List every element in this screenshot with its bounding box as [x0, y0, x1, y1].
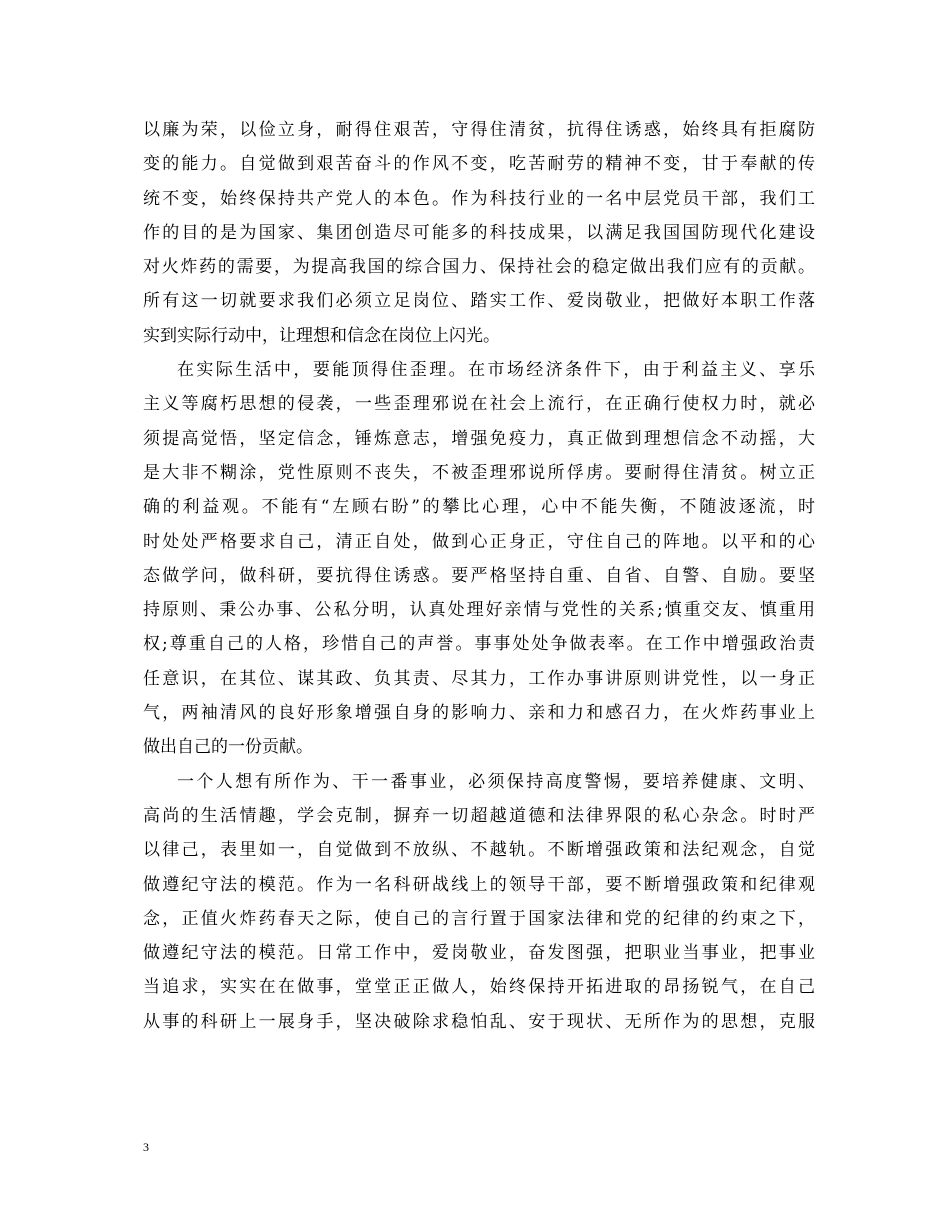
text-line: 高尚的生活情趣，学会克制，摒弃一切超越道德和法律界限的私心杂念。时时严 [143, 805, 815, 826]
text-line: 以廉为荣，以俭立身，耐得住艰苦，守得住清贫，抗得住诱惑，始终具有拒腐防 [143, 120, 815, 140]
body-text [143, 113, 815, 1039]
paragraph [143, 113, 815, 353]
text-line: 任意识，在其位、谋其政、负其责、尽其力，工作办事讲原则讲党性，以一身正 [143, 668, 815, 689]
text-line: 确的利益观。不能有“左顾右盼”的攀比心理，心中不能失衡，不随波逐流，时 [143, 497, 815, 518]
page-number: 3 [143, 1140, 149, 1154]
text-line: 以律己，表里如一，自觉做到不放纵、不越轨。不断增强政策和法纪观念，自觉 [143, 840, 815, 861]
text-line: 权;尊重自己的人格，珍惜自己的声誉。事事处处争做表率。在工作中增强政治责 [143, 634, 815, 655]
text-line: 实到实际行动中，让理想和信念在岗位上闪光。 [143, 325, 500, 346]
text-line: 当追求，实实在在做事，堂堂正正做人，始终保持开拓进取的昂扬锐气，在自己 [143, 977, 815, 998]
text-line: 做遵纪守法的模范。日常工作中，爱岗敬业，奋发图强，把职业当事业，把事业 [143, 943, 815, 964]
text-line: 一个人想有所作为、干一番事业，必须保持高度警惕，要培养健康、文明、 [177, 771, 815, 792]
text-line: 变的能力。自觉做到艰苦奋斗的作风不变，吃苦耐劳的精神不变，甘于奉献的传 [143, 154, 815, 175]
text-line: 所有这一切就要求我们必须立足岗位、踏实工作、爱岗敬业，把做好本职工作落 [143, 291, 815, 312]
paragraph [143, 765, 815, 1039]
text-line: 念，正值火炸药春天之际，使自己的言行置于国家法律和党的纪律的约束之下， [143, 908, 815, 929]
paragraph [143, 353, 815, 765]
text-line: 统不变，始终保持共产党人的本色。作为科技行业的一名中层党员干部，我们工 [143, 188, 815, 209]
text-line: 在实际生活中，要能顶得住歪理。在市场经济条件下，由于利益主义、享乐 [177, 360, 815, 381]
text-line: 持原则、秉公办事、公私分明，认真处理好亲情与党性的关系;慎重交友、慎重用 [143, 600, 815, 621]
text-line: 从事的科研上一展身手，坚决破除求稳怕乱、安于现状、无所作为的思想，克服 [143, 1011, 815, 1032]
text-line: 须提高觉悟，坚定信念，锤炼意志，增强免疫力，真正做到理想信念不动摇，大 [143, 428, 815, 449]
text-line: 对火炸药的需要，为提高我国的综合国力、保持社会的稳定做出我们应有的贡献。 [143, 257, 815, 278]
text-line: 时处处严格要求自己，清正自处，做到心正身正，守住自己的阵地。以平和的心 [143, 531, 815, 552]
text-line: 做出自己的一份贡献。 [143, 737, 313, 758]
text-line: 作的目的是为国家、集团创造尽可能多的科技成果，以满足我国国防现代化建设 [143, 222, 815, 243]
text-line: 气，两袖清风的良好形象增强自身的影响力、亲和力和感召力，在火炸药事业上 [143, 703, 815, 724]
text-line: 主义等腐朽思想的侵袭，一些歪理邪说在社会上流行，在正确行使权力时，就必 [143, 394, 815, 415]
text-line: 是大非不糊涂，党性原则不丧失，不被歪理邪说所俘虏。要耐得住清贫。树立正 [143, 462, 815, 483]
text-line: 做遵纪守法的模范。作为一名科研战线上的领导干部，要不断增强政策和纪律观 [143, 874, 815, 895]
text-line: 态做学问，做科研，要抗得住诱惑。要严格坚持自重、自省、自警、自励。要坚 [143, 565, 815, 586]
